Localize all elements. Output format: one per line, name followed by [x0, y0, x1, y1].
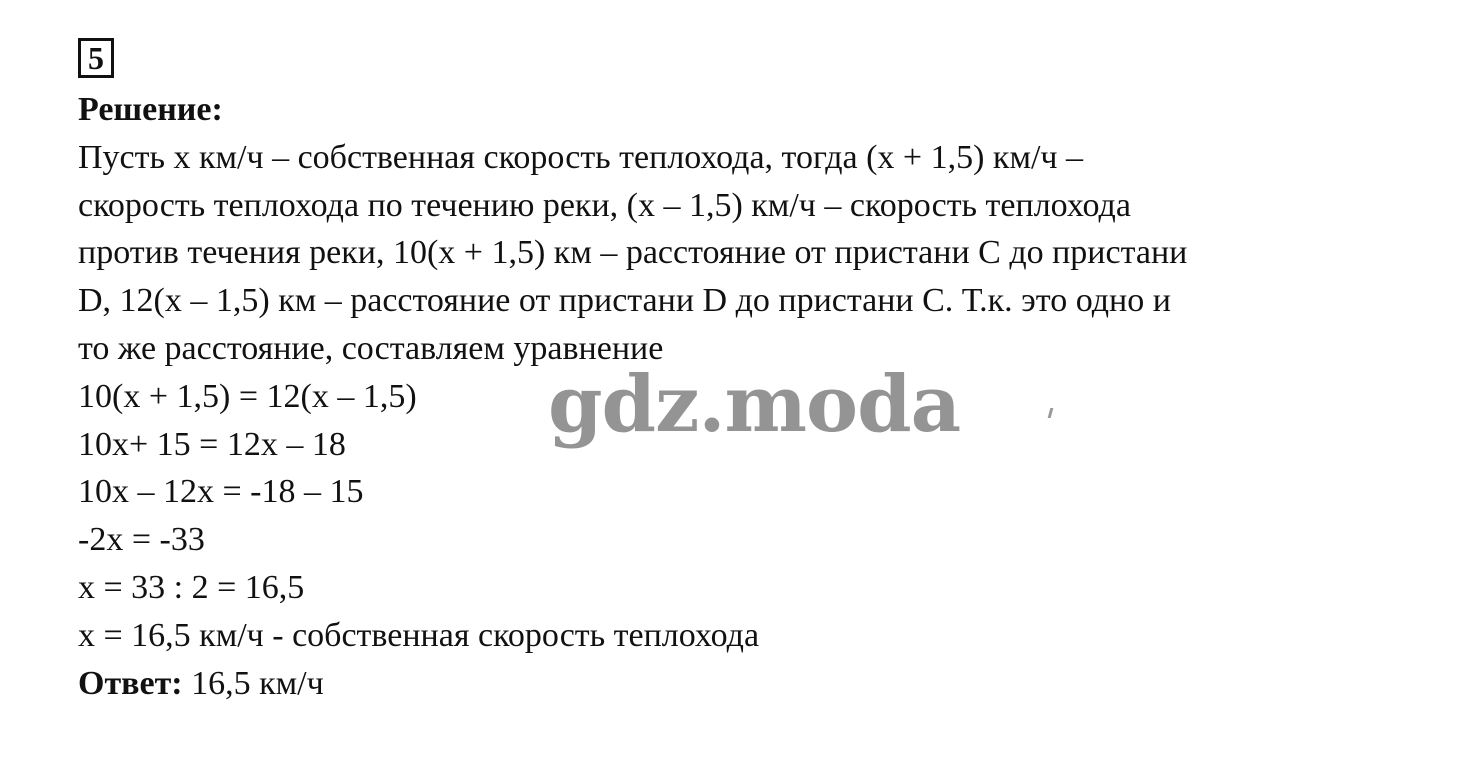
solution-line-3: против течения реки, 10(x + 1,5) км – расстояние от пристани C до пристани — [78, 234, 1188, 272]
equation-line-2: 10x+ 15 = 12x – 18 — [78, 425, 346, 463]
equation-line-4: -2x = -33 — [78, 521, 205, 559]
solution-line-4: D, 12(x – 1,5) км – расстояние от пристани D до пристани C. Т.к. это одно и — [78, 282, 1171, 320]
equation-line-3: 10x – 12x = -18 – 15 — [78, 473, 364, 511]
solution-line-2: скорость теплохода по течению реки, (x – 1,5) км/ч – скорость теплохода — [78, 186, 1131, 224]
result-line: x = 16,5 км/ч - собственная скорость теплохода — [78, 616, 760, 654]
watermark-logo: gdz.moda — [548, 359, 961, 450]
task-number: 5 — [88, 40, 104, 76]
solution-heading: Решение: — [78, 91, 223, 128]
answer-label: Ответ: — [78, 664, 183, 702]
equation-line-5: x = 33 : 2 = 16,5 — [78, 568, 305, 606]
equation-line-1: 10(x + 1,5) = 12(x – 1,5) — [78, 377, 417, 415]
solution-line-1: Пусть x км/ч – собственная скорость теплохода, тогда (x + 1,5) км/ч – — [78, 138, 1084, 176]
solution-body — [78, 86, 1378, 707]
solution-line-5: то же расстояние, составляем уравнение — [78, 329, 664, 367]
task-number-box — [78, 38, 114, 78]
answer-value: 16,5 км/ч — [191, 664, 324, 702]
answer-line — [78, 660, 1378, 708]
